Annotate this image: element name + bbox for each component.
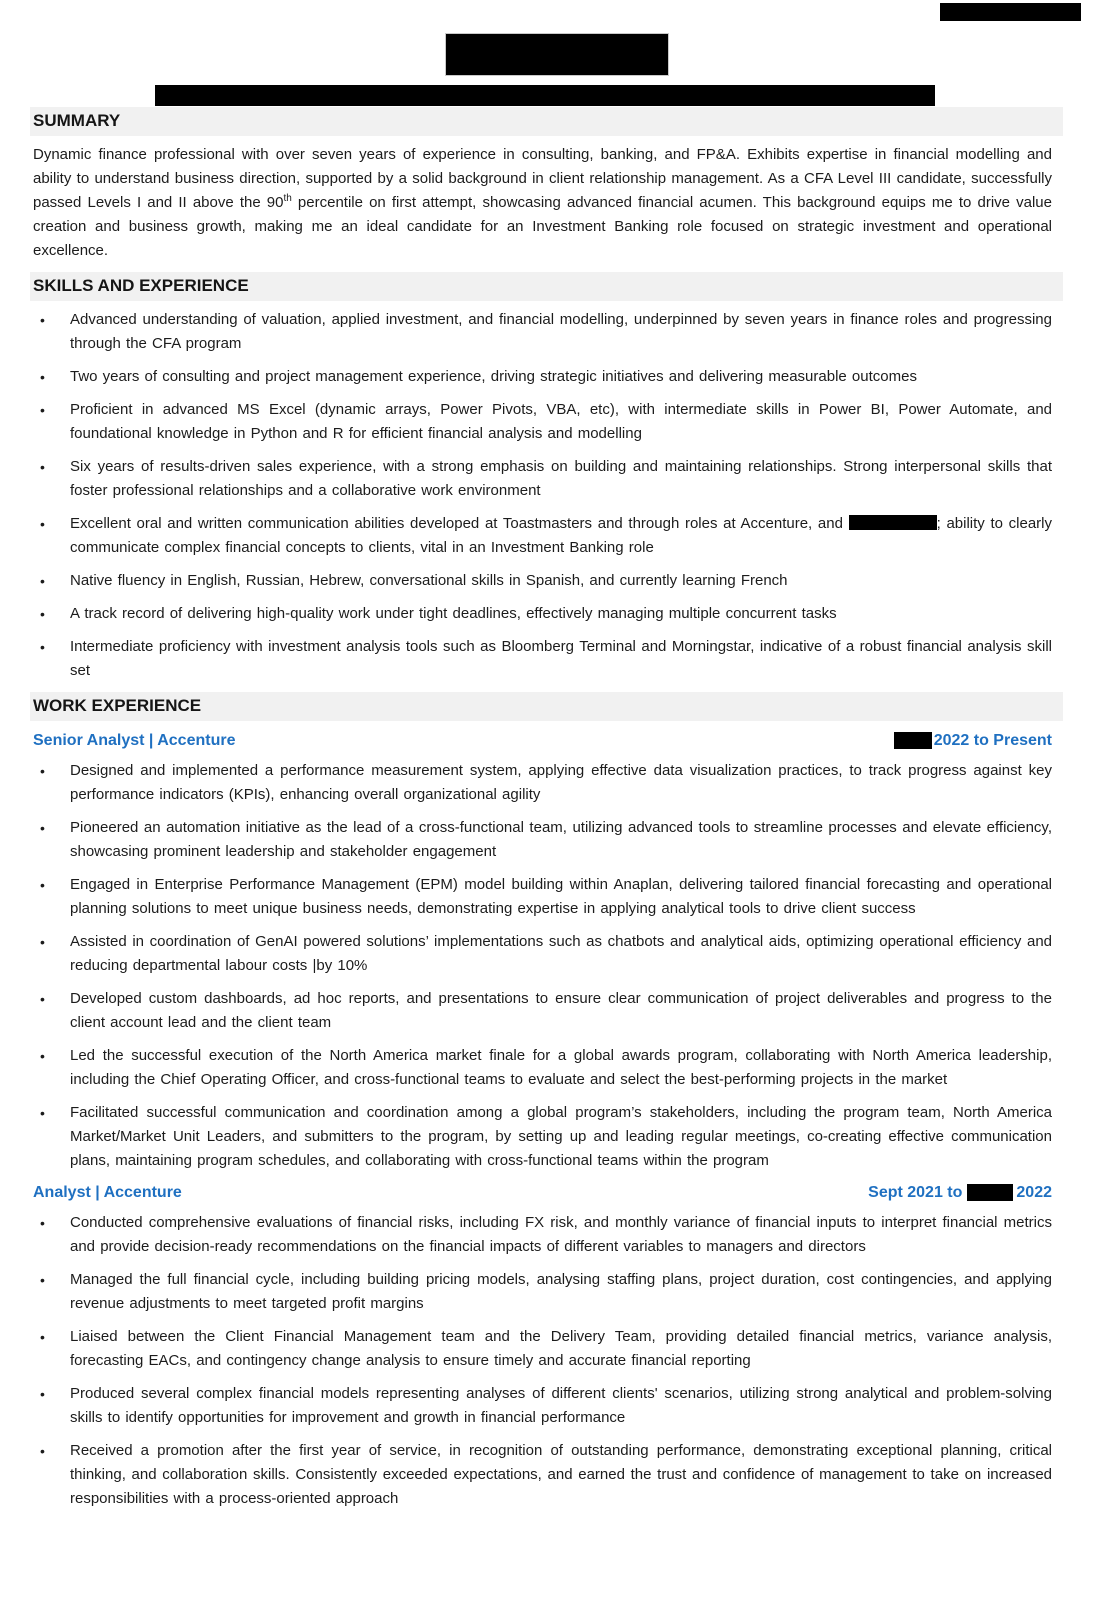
summary-superscript: th: [283, 193, 292, 204]
redacted-inline-text: [849, 515, 937, 530]
summary-text-2: percentile on first attempt, showcasing advanced financial acumen. This background equips me to drive value creation and business growth, making me an ideal candidate for an Investment Banking role focused on strategic investment and operational excellence.: [33, 194, 1052, 259]
bullet-item: • Six years of results-driven sales experience, with a strong emphasis on building and maintaining relationships. Strong interpersonal skills that foster professional relationships and a collaborative work environment: [33, 455, 1052, 503]
bullet-item: • Conducted comprehensive evaluations of financial risks, including FX risk, and monthly variance of financial inputs to interpret financial metrics and provide decision-ready recommendations on the financial impacts of different variables to managers and directors: [33, 1211, 1052, 1259]
analyst-bullet-list: [33, 1211, 1052, 1511]
bullet-item: • Assisted in coordination of GenAI powered solutions’ implementations such as chatbots and analytical aids, optimizing operational efficiency and reducing departmental labour costs |by 10%: [33, 930, 1052, 978]
redacted-date-month: [967, 1184, 1013, 1201]
bullet-item: • Developed custom dashboards, ad hoc reports, and presentations to ensure clear communication of project deliverables and progress to the client account lead and the client team: [33, 987, 1052, 1035]
bullet-item: • Managed the full financial cycle, including building pricing models, analysing staffing plans, project duration, cost contingencies, and applying revenue adjustments to meet targeted profit margins: [33, 1268, 1052, 1316]
bullet-item: [33, 512, 1052, 560]
resume-content: [33, 107, 1052, 1520]
section-header-work-experience: WORK EXPERIENCE: [30, 692, 1063, 721]
bullet-item: • Produced several complex financial models representing analyses of different clients' scenarios, utilizing strong analytical and problem-solving skills to identify opportunities for improvement and growth in financial performance: [33, 1382, 1052, 1430]
bullet-item: • A track record of delivering high-quality work under tight deadlines, effectively managing multiple concurrent tasks: [33, 602, 1052, 626]
job-header-analyst: [33, 1182, 1052, 1204]
section-header-skills: SKILLS AND EXPERIENCE: [30, 272, 1063, 301]
job-date-range: [894, 730, 1052, 752]
job-role-title: Analyst | Accenture: [33, 1184, 182, 1201]
bullet-item: • Advanced understanding of valuation, applied investment, and financial modelling, underpinned by seven years in finance roles and progressing through the CFA program: [33, 308, 1052, 356]
job-date-post: 2022 to Present: [933, 732, 1052, 749]
summary-text-1: Dynamic finance professional with over seven years of experience in consulting, banking, and FP&A. Exhibits expertise in financial modelling and ability to understand business direction, supported by a solid background in client relationship management. As a CFA Level III candidate, successfully passed Levels I and II above the 90: [33, 146, 1052, 211]
redacted-name-block: [445, 33, 669, 76]
job-date-post: 2022: [1016, 1184, 1052, 1201]
bullet-text: Excellent oral and written communication abilities developed at Toastmasters and through roles at Accenture, and: [70, 515, 849, 532]
bullet-item: • Received a promotion after the first year of service, in recognition of outstanding performance, demonstrating exceptional planning, critical thinking, and collaboration skills. Consistently exceeded expectations, and earned the trust and confidence of management to take on increased responsibilities with a process-oriented approach: [33, 1439, 1052, 1511]
bullet-item: • Native fluency in English, Russian, Hebrew, conversational skills in Spanish, and currently learning French: [33, 569, 1052, 593]
senior-analyst-bullet-list: [33, 759, 1052, 1173]
section-header-summary: SUMMARY: [30, 107, 1063, 136]
bullet-item: • Engaged in Enterprise Performance Management (EPM) model building within Anaplan, delivering tailored financial forecasting and operational planning solutions to meet unique business needs, demonstrating expertise in applying analytical tools to drive client success: [33, 873, 1052, 921]
redacted-top-right-bar: [940, 3, 1081, 21]
skills-list: [33, 308, 1052, 683]
bullet-item: • Facilitated successful communication and coordination among a global program’s stakeholders, including the program team, North America Market/Market Unit Leaders, and submitters to the program, by setting up and leading regular meetings, co-creating effective communication plans, maintaining program schedules, and collaborating with cross-functional teams within the program: [33, 1101, 1052, 1173]
bullet-item: • Designed and implemented a performance measurement system, applying effective data visualization practices, to track progress against key performance indicators (KPIs), enhancing overall organizational agility: [33, 759, 1052, 807]
bullet-item: • Led the successful execution of the North America market finale for a global awards program, collaborating with North America leadership, including the Chief Operating Officer, and cross-functional teams to evaluate and select the best-performing projects in the market: [33, 1044, 1052, 1092]
bullet-item: • Intermediate proficiency with investment analysis tools such as Bloomberg Terminal and Morningstar, indicative of a robust financial analysis skill set: [33, 635, 1052, 683]
bullet-item: • Pioneered an automation initiative as the lead of a cross-functional team, utilizing advanced tools to streamline processes and elevate efficiency, showcasing prominent leadership and stakeholder engagement: [33, 816, 1052, 864]
bullet-item: • Liaised between the Client Financial Management team and the Delivery Team, providing detailed financial metrics, variance analysis, forecasting EACs, and contingency change analysis to ensure timely and accurate financial reporting: [33, 1325, 1052, 1373]
bullet-item: • Proficient in advanced MS Excel (dynamic arrays, Power Pivots, VBA, etc), with intermediate skills in Power BI, Power Automate, and foundational knowledge in Python and R for efficient financial analysis and modelling: [33, 398, 1052, 446]
job-role-title: Senior Analyst | Accenture: [33, 732, 236, 749]
job-header-senior-analyst: [33, 730, 1052, 752]
bullet-item: • Two years of consulting and project management experience, driving strategic initiatives and delivering measurable outcomes: [33, 365, 1052, 389]
redacted-date-month: [894, 732, 932, 749]
summary-paragraph: [33, 143, 1052, 263]
job-date-pre: Sept 2021 to: [868, 1184, 963, 1201]
job-date-range: [868, 1182, 1052, 1204]
redacted-contact-line: [155, 85, 935, 106]
bullet-text: ; ability to clearly communicate complex financial concepts to clients, vital in an Investment Banking role: [70, 515, 1053, 556]
